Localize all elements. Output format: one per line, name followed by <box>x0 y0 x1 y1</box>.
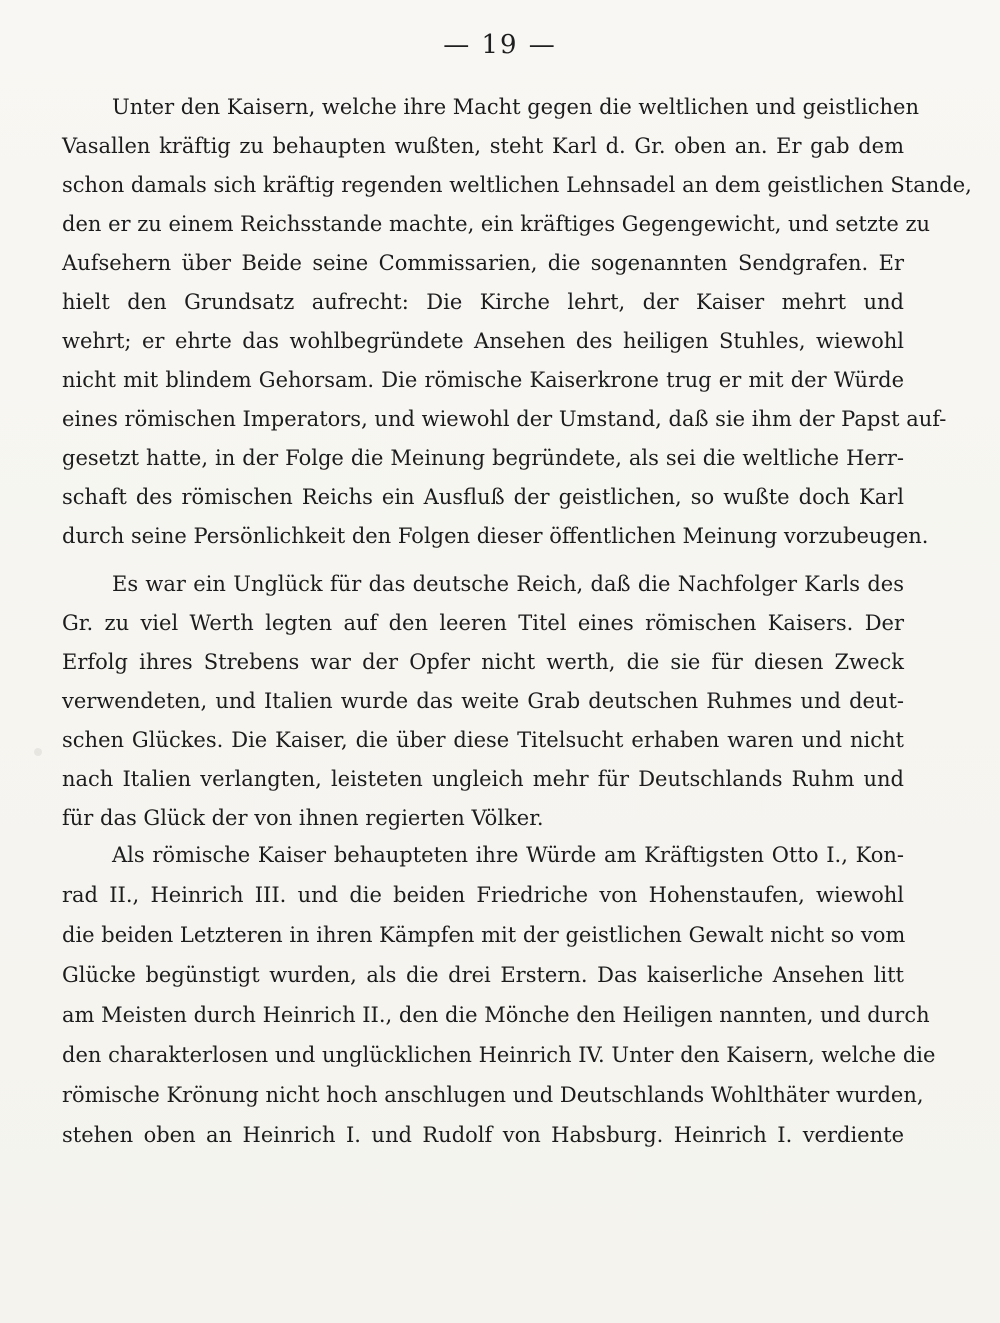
text-line: die beiden Letzteren in ihren Kämpfen mit der geistlichen Gewalt nicht so vom <box>62 923 906 947</box>
text-line: Vasallen kräftig zu behaupten wußten, steht Karl d. Gr. oben an. Er gab dem <box>62 134 904 158</box>
text-line: durch seine Persönlichkeit den Folgen dieser öffentlichen Meinung vorzubeugen. <box>62 524 929 548</box>
text-line: nach Italien verlangten, leisteten ungleich mehr für Deutschlands Ruhm und <box>62 767 904 791</box>
text-line: verwendeten, und Italien wurde das weite Grab deutschen Ruhmes und deut- <box>62 689 904 713</box>
text-line: römische Krönung nicht hoch anschlugen und Deutschlands Wohlthäter wurden, <box>62 1083 924 1107</box>
text-line: am Meisten durch Heinrich II., den die Mönche den Heiligen nannten, und durch <box>62 1003 930 1027</box>
text-line: gesetzt hatte, in der Folge die Meinung begründete, als sei die weltliche Herr- <box>62 446 904 470</box>
text-line: Erfolg ihres Strebens war der Opfer nicht werth, die sie für diesen Zweck <box>62 650 904 674</box>
text-line: Als römische Kaiser behaupteten ihre Würde am Kräftigsten Otto I., Kon- <box>112 843 904 867</box>
page-number: — 19 — <box>443 30 557 60</box>
text-line: Aufsehern über Beide seine Commissarien, die sogenannten Sendgrafen. Er <box>62 251 904 275</box>
text-line: den charakterlosen und unglücklichen Heinrich IV. Unter den Kaisern, welche die <box>62 1043 936 1067</box>
text-line: schon damals sich kräftig regenden weltlichen Lehnsadel an dem geistlichen Stande, <box>62 173 972 197</box>
text-line: für das Glück der von ihnen regierten Völker. <box>62 806 544 830</box>
text-line: schen Glückes. Die Kaiser, die über diese Titelsucht erhaben waren und nicht <box>62 728 904 752</box>
text-line: hielt den Grundsatz aufrecht: Die Kirche lehrt, der Kaiser mehrt und <box>62 290 904 314</box>
text-line: Es war ein Unglück für das deutsche Reich, daß die Nachfolger Karls des <box>112 572 904 596</box>
text-line: Glücke begünstigt wurden, als die drei Erstern. Das kaiserliche Ansehen litt <box>62 963 904 987</box>
text-line: Gr. zu viel Werth legten auf den leeren Titel eines römischen Kaisers. Der <box>62 611 904 635</box>
text-line: schaft des römischen Reichs ein Ausfluß der geistlichen, so wußte doch Karl <box>62 485 904 509</box>
text-line: rad II., Heinrich III. und die beiden Friedriche von Hohenstaufen, wiewohl <box>62 883 904 907</box>
text-line: nicht mit blindem Gehorsam. Die römische Kaiserkrone trug er mit der Würde <box>62 368 904 392</box>
paper-stain <box>34 748 42 756</box>
text-line: wehrt; er ehrte das wohlbegründete Ansehen des heiligen Stuhles, wiewohl <box>62 329 904 353</box>
text-line: den er zu einem Reichsstande machte, ein kräftiges Gegengewicht, und setzte zu <box>62 212 931 236</box>
text-line: eines römischen Imperators, und wiewohl der Umstand, daß sie ihm der Papst auf- <box>62 407 947 431</box>
text-line: stehen oben an Heinrich I. und Rudolf von Habsburg. Heinrich I. verdiente <box>62 1123 904 1147</box>
text-line: Unter den Kaisern, welche ihre Macht gegen die weltlichen und geistlichen <box>112 95 919 119</box>
